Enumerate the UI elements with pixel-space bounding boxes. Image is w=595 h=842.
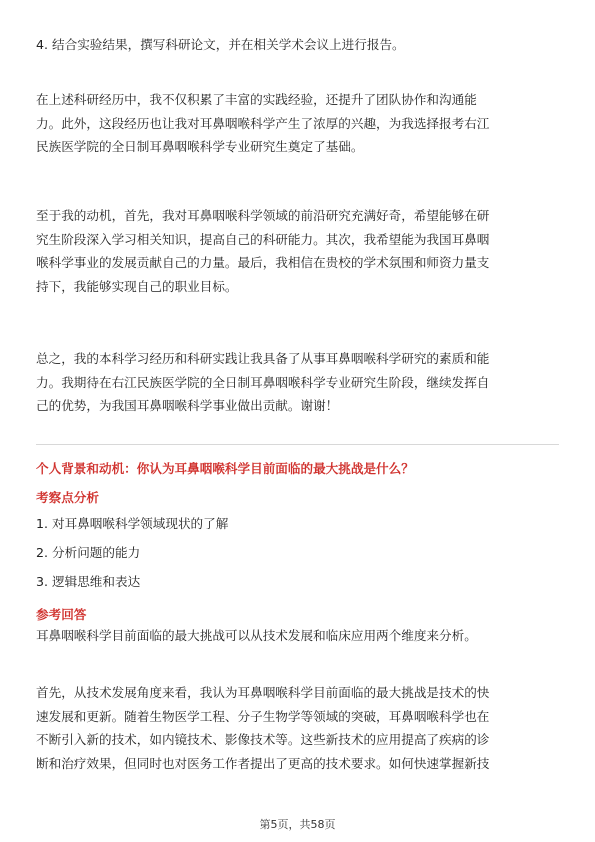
text-line: 喉科学事业的发展贡献自己的力量。最后，我相信在贵校的学术氛围和师资力量支	[36, 255, 490, 270]
text-line: 力。此外，这段经历也让我对耳鼻咽喉科学产生了浓厚的兴趣，为我选择报考右江	[36, 115, 490, 131]
paragraph-motivation	[36, 204, 561, 298]
text-line: 持下，我能够实现自己的职业目标。	[36, 278, 238, 294]
answer-paragraph	[36, 681, 561, 775]
text-line: 至于我的动机，首先，我对耳鼻咽喉科学领域的前沿研究充满好奇，希望能够在研	[36, 208, 490, 223]
question-title: 个人背景和动机：你认为耳鼻咽喉科学目前面临的最大挑战是什么？	[36, 461, 414, 476]
text-line: 己的优势，为我国耳鼻咽喉科学事业做出贡献。谢谢！	[36, 398, 339, 413]
paragraph-experience	[36, 88, 561, 159]
text-line: 4. 结合实验结果，撰写科研论文，并在相关学术会议上进行报告。	[36, 37, 405, 52]
section-divider	[36, 444, 559, 445]
paragraph-conclusion	[36, 347, 561, 418]
text-line: 总之，我的本科学习经历和科研实践让我具备了从事耳鼻咽喉科学研究的素质和能	[36, 351, 490, 366]
text-line: 首先，从技术发展角度来看，我认为耳鼻咽喉科学目前面临的最大挑战是技术的快	[36, 685, 490, 700]
answer-intro	[36, 624, 561, 648]
text-line: 在上述科研经历中，我不仅积累了丰富的实践经验，还提升了团队协作和沟通能	[36, 92, 477, 107]
analysis-item: 1. 对耳鼻咽喉科学领域现状的了解	[36, 516, 229, 531]
text-line: 速发展和更新。随着生物医学工程、分子生物学等领域的突破，耳鼻咽喉科学也在	[36, 708, 490, 724]
analysis-heading: 考察点分析	[36, 490, 99, 505]
paragraph-step-4	[36, 33, 561, 57]
text-line: 耳鼻咽喉科学目前面临的最大挑战可以从技术发展和临床应用两个维度来分析。	[36, 628, 477, 643]
text-line: 究生阶段深入学习相关知识，提高自己的科研能力。其次，我希望能为我国耳鼻咽	[36, 231, 490, 247]
text-line: 不断引入新的技术，如内镜技术、影像技术等。这些新技术的应用提高了疾病的诊	[36, 732, 490, 747]
analysis-item: 2. 分析问题的能力	[36, 545, 141, 560]
analysis-item: 3. 逻辑思维和表达	[36, 574, 141, 589]
answer-heading: 参考回答	[36, 607, 87, 622]
text-line: 民族医学院的全日制耳鼻咽喉科学专业研究生奠定了基础。	[36, 139, 364, 154]
text-line: 力。我期待在右江民族医学院的全日制耳鼻咽喉科学专业研究生阶段，继续发挥自	[36, 374, 490, 390]
text-line: 断和治疗效果，但同时也对医务工作者提出了更高的技术要求。如何快速掌握新技	[36, 755, 490, 771]
page-number: 第5页，共58页	[259, 818, 336, 831]
